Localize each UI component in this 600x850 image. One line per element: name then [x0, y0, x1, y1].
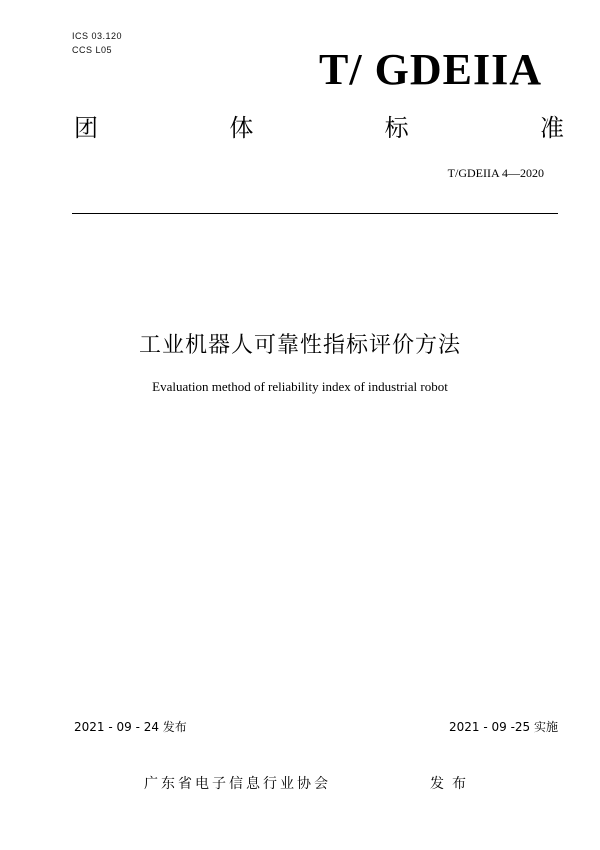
publish-date: 2021 - 09 - 24 发布 [74, 720, 187, 734]
document-title-chinese: 工业机器人可靠性指标评价方法 [138, 333, 461, 358]
standard-type [74, 116, 564, 140]
implementation-date: 2021 - 09 -25 实施 [449, 720, 558, 734]
standard-code-heading: T/ GDEIIA [319, 45, 542, 94]
document-title-english: Evaluation method of reliability index of industrial robot [152, 379, 448, 394]
ccs-code: CCS L05 [72, 45, 113, 55]
standard-type-char-3: 标 [384, 114, 409, 142]
standard-type-char-2: 体 [229, 114, 254, 142]
header-divider [72, 213, 558, 214]
standard-type-char-4: 准 [539, 114, 564, 142]
ics-code: ICS 03.120 [72, 31, 123, 41]
standard-number: T/GDEIIA 4—2020 [447, 166, 544, 180]
issuing-organization: 广东省电子信息行业协会 [144, 776, 331, 792]
issue-label: 发布 [430, 776, 474, 792]
standard-type-char-1: 团 [74, 114, 98, 142]
